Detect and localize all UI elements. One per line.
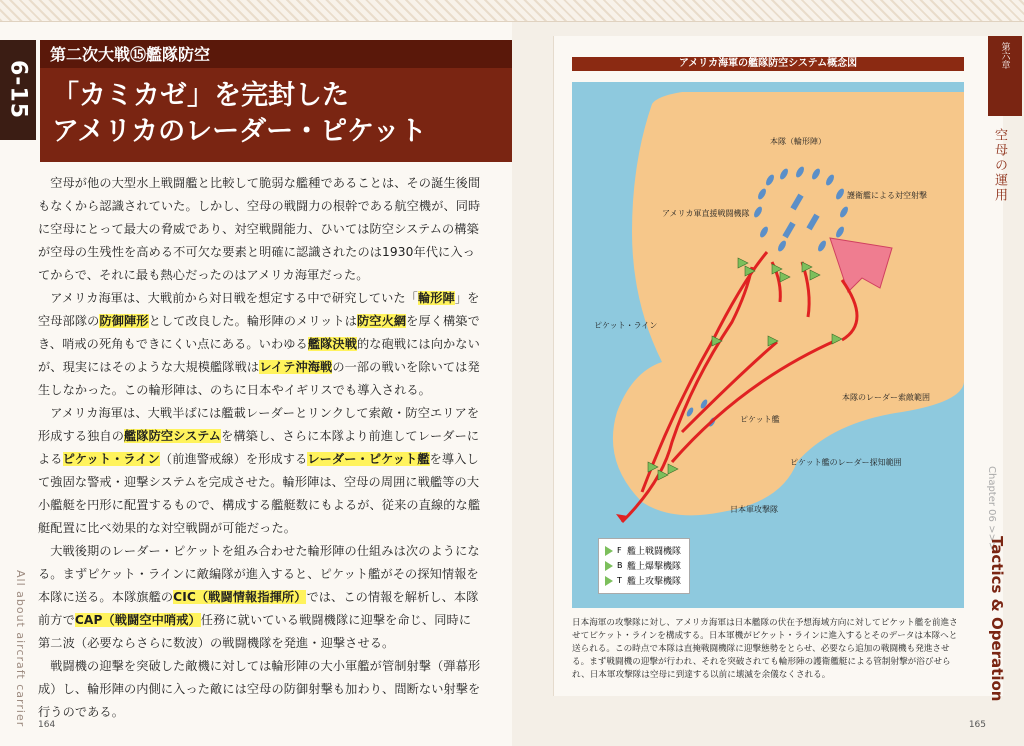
body-paragraph: [38, 402, 482, 540]
body-text-run: を厚く構築でき、哨戒の死角もできにくい点にある。いわゆる: [38, 314, 480, 351]
chapter-name: 空母の運用: [992, 128, 1007, 203]
body-text-run: 大戦後期のレーダー・ピケットを組み合わせた輪形陣の仕組みは次のようになる。まずピケット・ラインに敵編隊が進入すると、ピケット艦がその探知情報を本隊に送る。本隊旗艦の: [38, 544, 480, 604]
legend-item-attacker: T 艦上攻撃機隊: [605, 573, 683, 588]
legend-item-bomber: B 艦上爆撃機隊: [605, 558, 683, 573]
body-text-run: の一部の戦いを除いては発生しなかった。この輪形陣は、のちに日本やイギリスでも導入される。: [38, 360, 480, 397]
highlighted-term: 防御陣形: [99, 314, 149, 328]
body-text-run: 空母が他の大型水上戦闘艦と比較して脆弱な艦種であることは、その誕生後間もなくから認識されていた。しかし、空母の戦闘力の根幹である航空機が、同時に空母にとって最大の脅威であり、対空戦闘能力、ひいては防空システムの構築が空母の生残性を高める不可欠な要素と明確に認識されたのは1930年代に入ってからで、それに最も熱心だったのはアメリカ海軍だった。: [38, 176, 481, 282]
diagram-legend: [598, 538, 690, 594]
body-text-run: 」を空母部隊の: [38, 291, 480, 328]
label-picket-line: ピケット・ライン: [594, 321, 658, 330]
side-book-title: All about aircraft carrier: [14, 570, 27, 728]
body-text-run: アメリカ海軍は、大戦前から対日戦を想定する中で研究していた「: [50, 291, 418, 305]
page-number-left: 164: [38, 720, 56, 730]
page-title: [52, 78, 427, 150]
title-box: [40, 40, 512, 162]
triangle-icon: [605, 576, 613, 586]
body-text-run: 戦闘機の迎撃を突破した敵機に対しては輪形陣の大小軍艦が管制射撃（弾幕形成）し、輪形陣の内側に入った敵には空母の防御射撃も加わり、間断ない射撃を行うのである。: [38, 659, 481, 719]
chapter-tab: [988, 36, 1022, 116]
body-text-run: では、この情報を解析し、本隊前方で: [38, 590, 479, 627]
label-cap: アメリカ軍直援戦闘機隊: [662, 209, 750, 218]
section-number-tab: [0, 40, 36, 140]
label-main-body: 本隊（輪形陣）: [770, 137, 826, 146]
label-picket-radar: ピケット艦のレーダー探知範囲: [790, 458, 902, 467]
highlighted-term: CIC（戦闘情報指揮所）: [173, 590, 307, 604]
chapter-english: Chapter 06 >>>: [986, 466, 997, 551]
top-decor-band: [0, 0, 1024, 22]
highlighted-term: 防空火網: [357, 314, 407, 328]
chapter-tactics: Tactics & Operation: [988, 536, 1006, 702]
highlighted-term: 艦隊防空システム: [124, 429, 222, 443]
chapter-label: 第六章: [999, 42, 1010, 69]
highlighted-term: 輪形陣: [417, 291, 455, 305]
body-paragraph: [38, 172, 482, 287]
label-escort-fire: 護衛艦による対空射撃: [847, 191, 927, 200]
section-number: 6-15: [5, 60, 31, 120]
body-text-run: 的な砲戦には向かないが、現実にはそのような大規模艦隊戦は: [38, 337, 480, 374]
body-text-run: アメリカ海軍は、大戦半ばには艦載レーダーとリンクして索敵・防空エリアを形成する独自の: [38, 406, 480, 443]
triangle-icon: [605, 561, 613, 571]
body-text-run: （前進警戒線）を形成する: [159, 452, 308, 466]
label-picket-ship: ピケット艦: [740, 415, 780, 424]
section-subtitle: 第二次大戦⑮艦隊防空: [40, 42, 512, 68]
highlighted-term: レーダー・ピケット艦: [307, 452, 430, 466]
body-text-run: を導入して強固な警戒・迎撃システムを完成させた。輪形陣は、空母の周囲に戦艦等の大小艦艇を円形に配置するもので、構成する艦艇数にもよるが、従来の直線的な艦艇配置に比べ効果的な対空戦闘が可能だった。: [38, 452, 481, 535]
body-text: [38, 172, 482, 724]
left-page: [0, 22, 512, 746]
label-radar-range: 本隊のレーダー索敵範囲: [842, 393, 930, 402]
page-title-line1: 「カミカゼ」を完封した: [52, 80, 349, 111]
diagram-caption: 日本海軍の攻撃隊に対し、アメリカ海軍は日本艦隊の伏在予想海域方向に対してピケット艦を前進させてピケット・ラインを構成する。日本軍機がピケット・ラインに進入するとそのデータは本隊へと送られる。この時点で本隊は直掩戦闘機隊に迎撃態勢をとらせ、必要なら追加の戦闘機も発進させる。まず戦闘機の迎撃が行われ、それを突破されても輪形陣の護衛艦艇による管制射撃が浴びせられ、日本軍攻撃隊は空母に到達する以前に壊滅を余儀なくされる。: [572, 618, 958, 680]
fleet-defense-diagram: [572, 82, 964, 608]
highlighted-term: ピケット・ライン: [62, 452, 160, 466]
body-paragraph: [38, 287, 482, 402]
body-text-run: を構築し、さらに本隊より前進してレーダーによる: [38, 429, 480, 466]
label-japan-attack: 日本軍攻撃隊: [730, 505, 778, 514]
page-title-line2: アメリカのレーダー・ピケット: [52, 116, 427, 147]
page-number-right: 165: [968, 720, 986, 730]
highlighted-term: レイテ沖海戦: [259, 360, 333, 374]
triangle-icon: [605, 546, 613, 556]
body-text-run: 任務に就いている戦闘機隊に迎撃を命じ、同時に第二波（必要ならさらに数波）の戦闘機隊を発進・迎撃させる。: [38, 613, 472, 650]
legend-item-fighter: F 艦上戦闘機隊: [605, 543, 683, 558]
highlighted-term: 艦隊決戦: [307, 337, 357, 351]
body-paragraph: [38, 540, 482, 655]
highlighted-term: CAP（戦闘空中哨戒）: [74, 613, 201, 627]
body-paragraph: [38, 655, 482, 724]
diagram-title: アメリカ海軍の艦隊防空システム概念図: [572, 57, 964, 71]
body-text-run: として改良した。輪形陣のメリットは: [148, 314, 357, 328]
